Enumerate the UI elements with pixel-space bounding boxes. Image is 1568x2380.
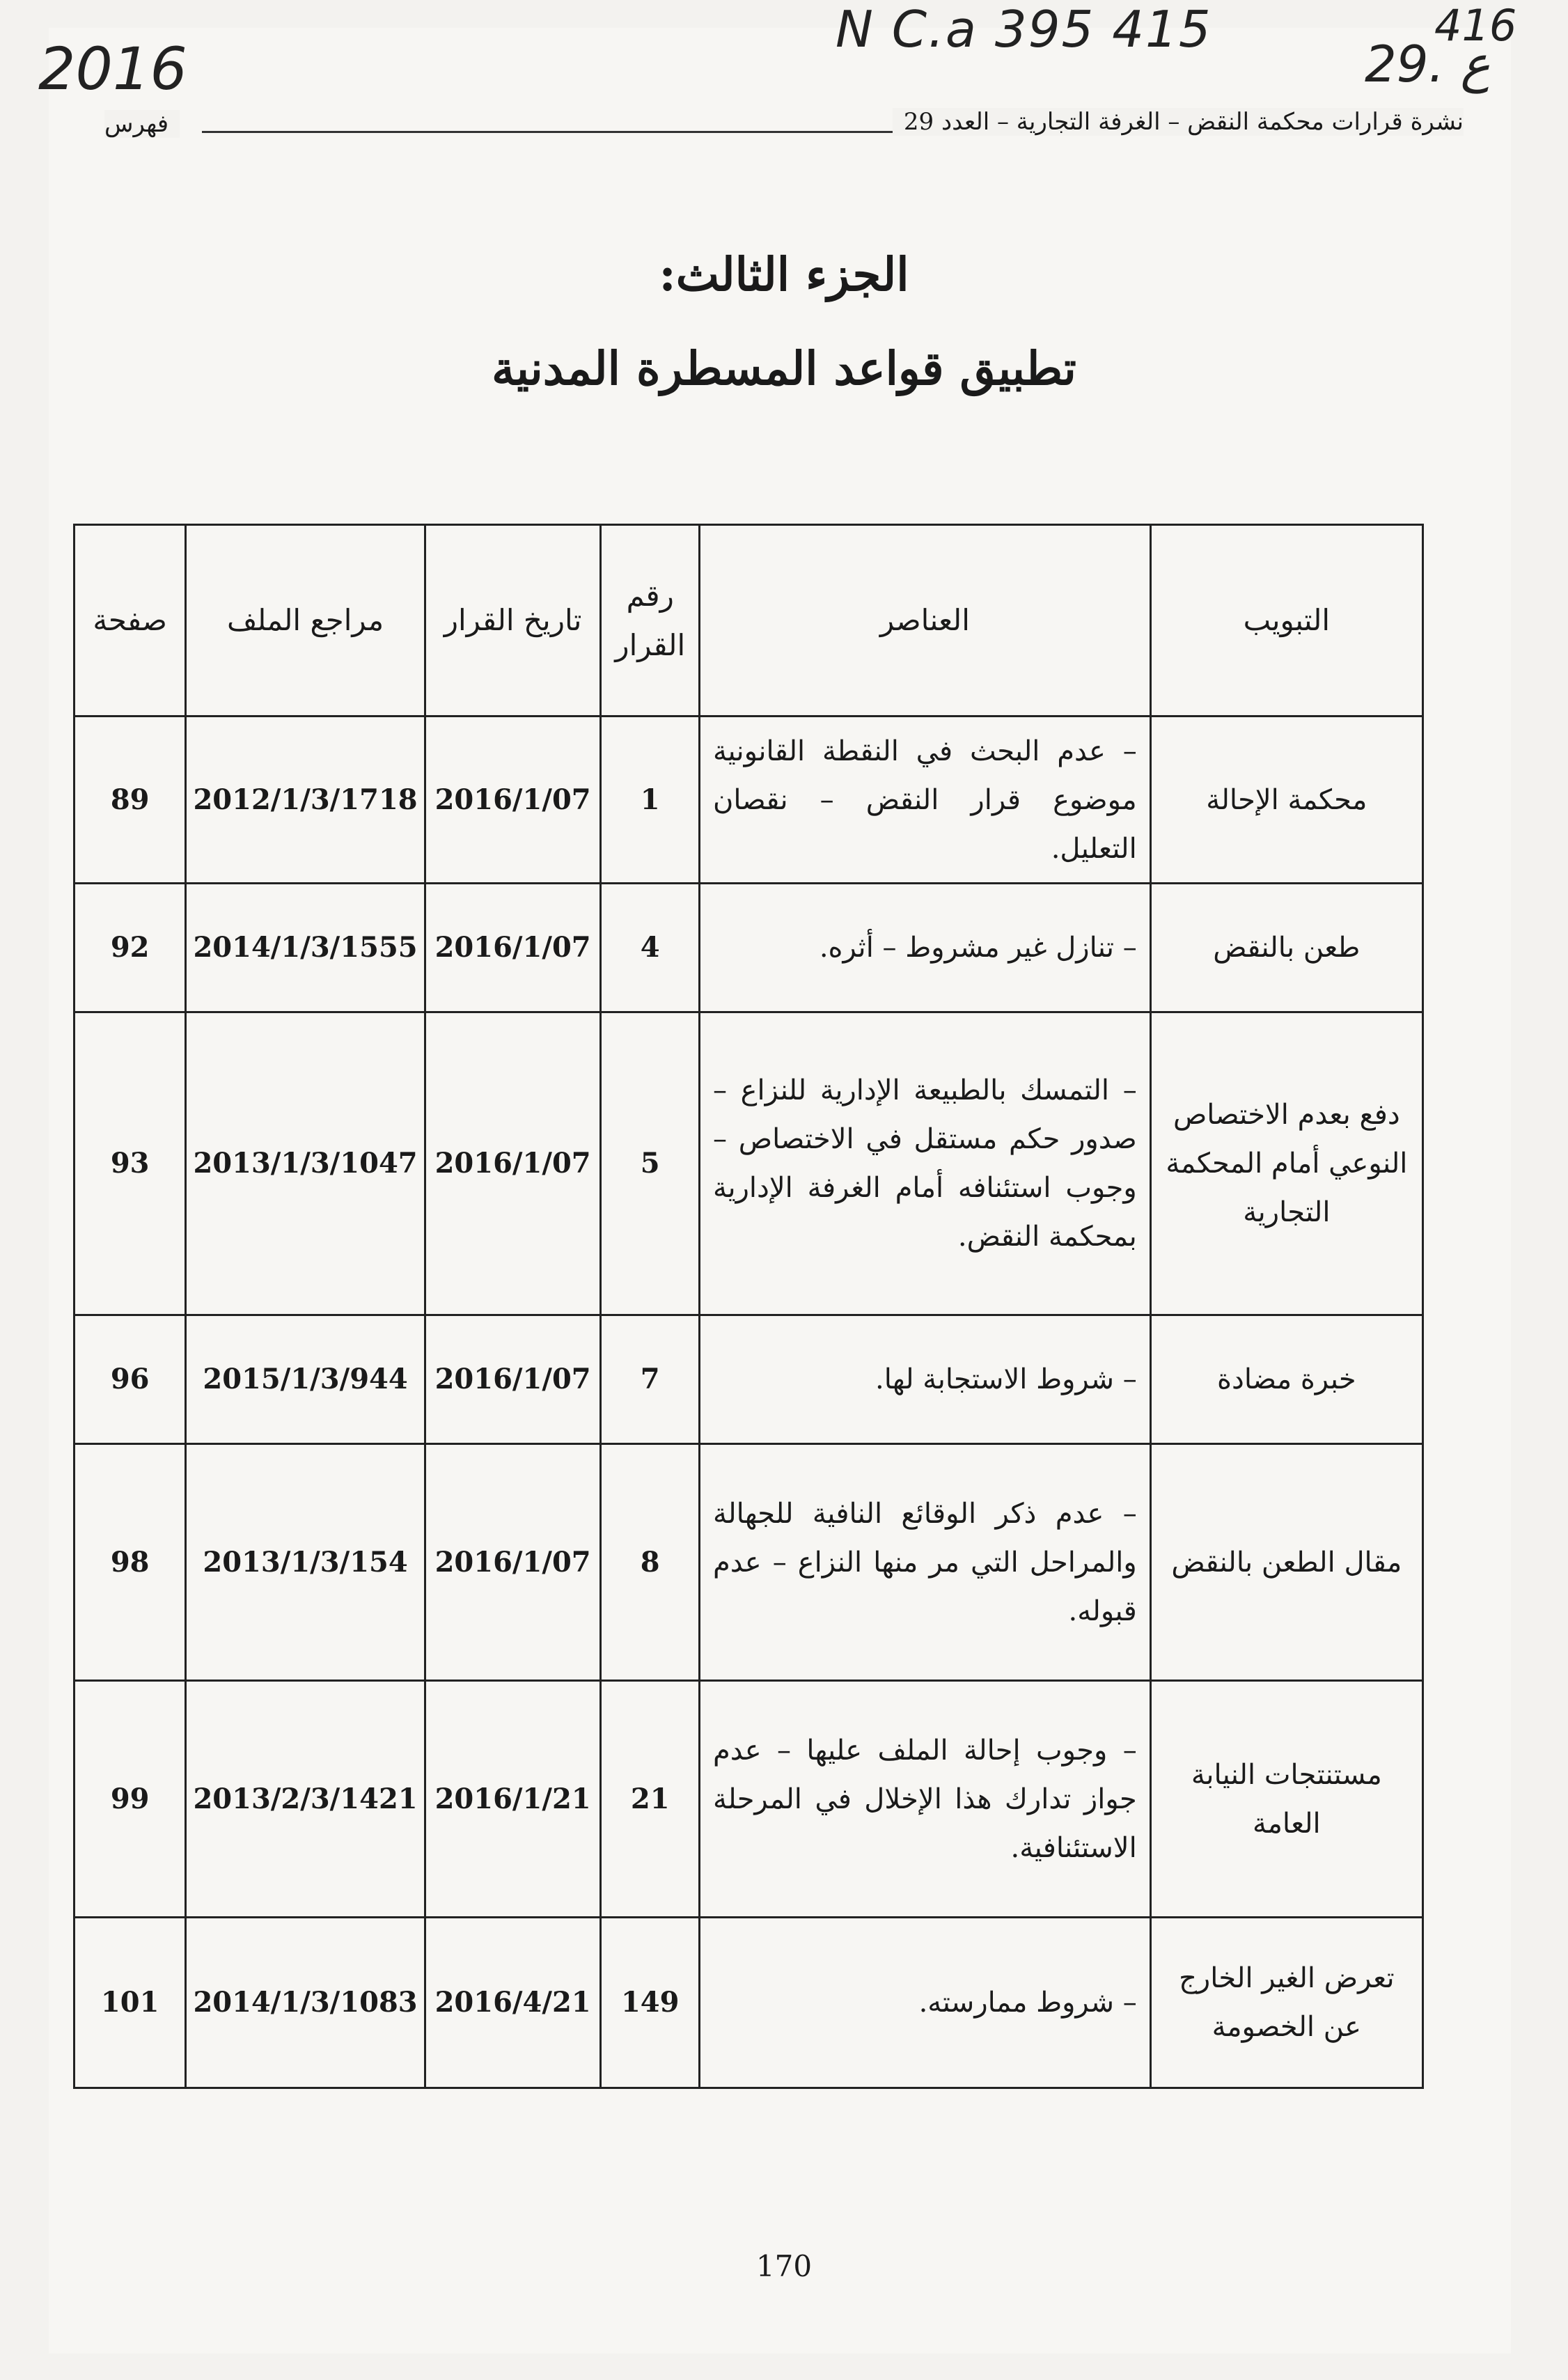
- cell-decision-date: 2016/1/07: [425, 1315, 601, 1444]
- cell-category: دفع بعدم الاختصاص النوعي أمام المحكمة التجارية: [1150, 1012, 1422, 1315]
- cell-elements: – شروط ممارسته.: [700, 1918, 1151, 2088]
- cell-file-reference: 2013/1/3/1047: [186, 1012, 425, 1315]
- cell-elements: – وجوب إحالة الملف عليها – عدم جواز تدارك هذا الإخلال في المرحلة الاستئنافية.: [700, 1681, 1151, 1918]
- cell-file-reference: 2012/1/3/1718: [186, 717, 425, 884]
- table-row: [75, 717, 1423, 884]
- table-row: [75, 1681, 1423, 1918]
- table-row: [75, 1012, 1423, 1315]
- cell-elements: – عدم البحث في النقطة القانونية موضوع قرار النقض – نقصان التعليل.: [700, 717, 1151, 884]
- cell-page: 99: [75, 1681, 186, 1918]
- col-header-file-reference: مراجع الملف: [186, 525, 425, 717]
- page-number: 170: [755, 2249, 813, 2283]
- handwritten-year: 2016: [38, 35, 187, 103]
- cell-decision-number: 149: [601, 1918, 700, 2088]
- cell-category: خبرة مضادة: [1150, 1315, 1422, 1444]
- cell-decision-date: 2016/1/21: [425, 1681, 601, 1918]
- table-header-row: [75, 525, 1423, 717]
- cell-decision-date: 2016/1/07: [425, 717, 601, 884]
- col-header-decision-date: تاريخ القرار: [425, 525, 601, 717]
- cell-page: 101: [75, 1918, 186, 2088]
- cell-decision-number: 21: [601, 1681, 700, 1918]
- cell-elements: – شروط الاستجابة لها.: [700, 1315, 1151, 1444]
- handwritten-reference: N C.a 395 415: [836, 0, 1212, 58]
- cell-elements: – التمسك بالطبيعة الإدارية للنزاع – صدور حكم مستقل في الاختصاص – وجوب استئنافه أمام الغرفة الإدارية بمحكمة النقض.: [700, 1012, 1151, 1315]
- cell-category: محكمة الإحالة: [1150, 717, 1422, 884]
- cell-decision-date: 2016/4/21: [425, 1918, 601, 2088]
- cell-page: 96: [75, 1315, 186, 1444]
- cell-decision-number: 4: [601, 884, 700, 1012]
- cell-decision-date: 2016/1/07: [425, 1444, 601, 1681]
- cell-decision-number: 7: [601, 1315, 700, 1444]
- handwritten-number-right: 29. ع: [1365, 35, 1491, 93]
- running-header: نشرة قرارات محكمة النقض – الغرفة التجارية – العدد 29: [893, 108, 1464, 136]
- cell-decision-number: 1: [601, 717, 700, 884]
- handwritten-number-top: 416: [1434, 0, 1517, 51]
- cell-file-reference: 2013/2/3/1421: [186, 1681, 425, 1918]
- cell-elements: – عدم ذكر الوقائع النافية للجهالة والمراحل التي مر منها النزاع – عدم قبوله.: [700, 1444, 1151, 1681]
- table-row: [75, 1444, 1423, 1681]
- col-header-category: التبويب: [1150, 525, 1422, 717]
- cell-page: 98: [75, 1444, 186, 1681]
- cell-category: مقال الطعن بالنقض: [1150, 1444, 1422, 1681]
- table-row: [75, 884, 1423, 1012]
- cell-file-reference: 2014/1/3/1555: [186, 884, 425, 1012]
- cell-elements: – تنازل غير مشروط – أثره.: [700, 884, 1151, 1012]
- col-header-decision-number: رقم القرار: [601, 525, 700, 717]
- cell-file-reference: 2013/1/3/154: [186, 1444, 425, 1681]
- col-header-elements: العناصر: [700, 525, 1151, 717]
- index-table: [73, 524, 1424, 2089]
- cell-category: طعن بالنقض: [1150, 884, 1422, 1012]
- cell-decision-date: 2016/1/07: [425, 884, 601, 1012]
- cell-decision-number: 5: [601, 1012, 700, 1315]
- col-header-page: صفحة: [75, 525, 186, 717]
- cell-decision-number: 8: [601, 1444, 700, 1681]
- cell-page: 93: [75, 1012, 186, 1315]
- cell-decision-date: 2016/1/07: [425, 1012, 601, 1315]
- table-row: [75, 1918, 1423, 2088]
- section-label: فهرس: [104, 110, 180, 138]
- part-title: الجزء الثالث:: [659, 247, 909, 302]
- cell-file-reference: 2014/1/3/1083: [186, 1918, 425, 2088]
- table-row: [75, 1315, 1423, 1444]
- part-subtitle: تطبيق قواعد المسطرة المدنية: [492, 341, 1076, 396]
- cell-file-reference: 2015/1/3/944: [186, 1315, 425, 1444]
- cell-category: مستنتجات النيابة العامة: [1150, 1681, 1422, 1918]
- cell-category: تعرض الغير الخارج عن الخصومة: [1150, 1918, 1422, 2088]
- cell-page: 92: [75, 884, 186, 1012]
- cell-page: 89: [75, 717, 186, 884]
